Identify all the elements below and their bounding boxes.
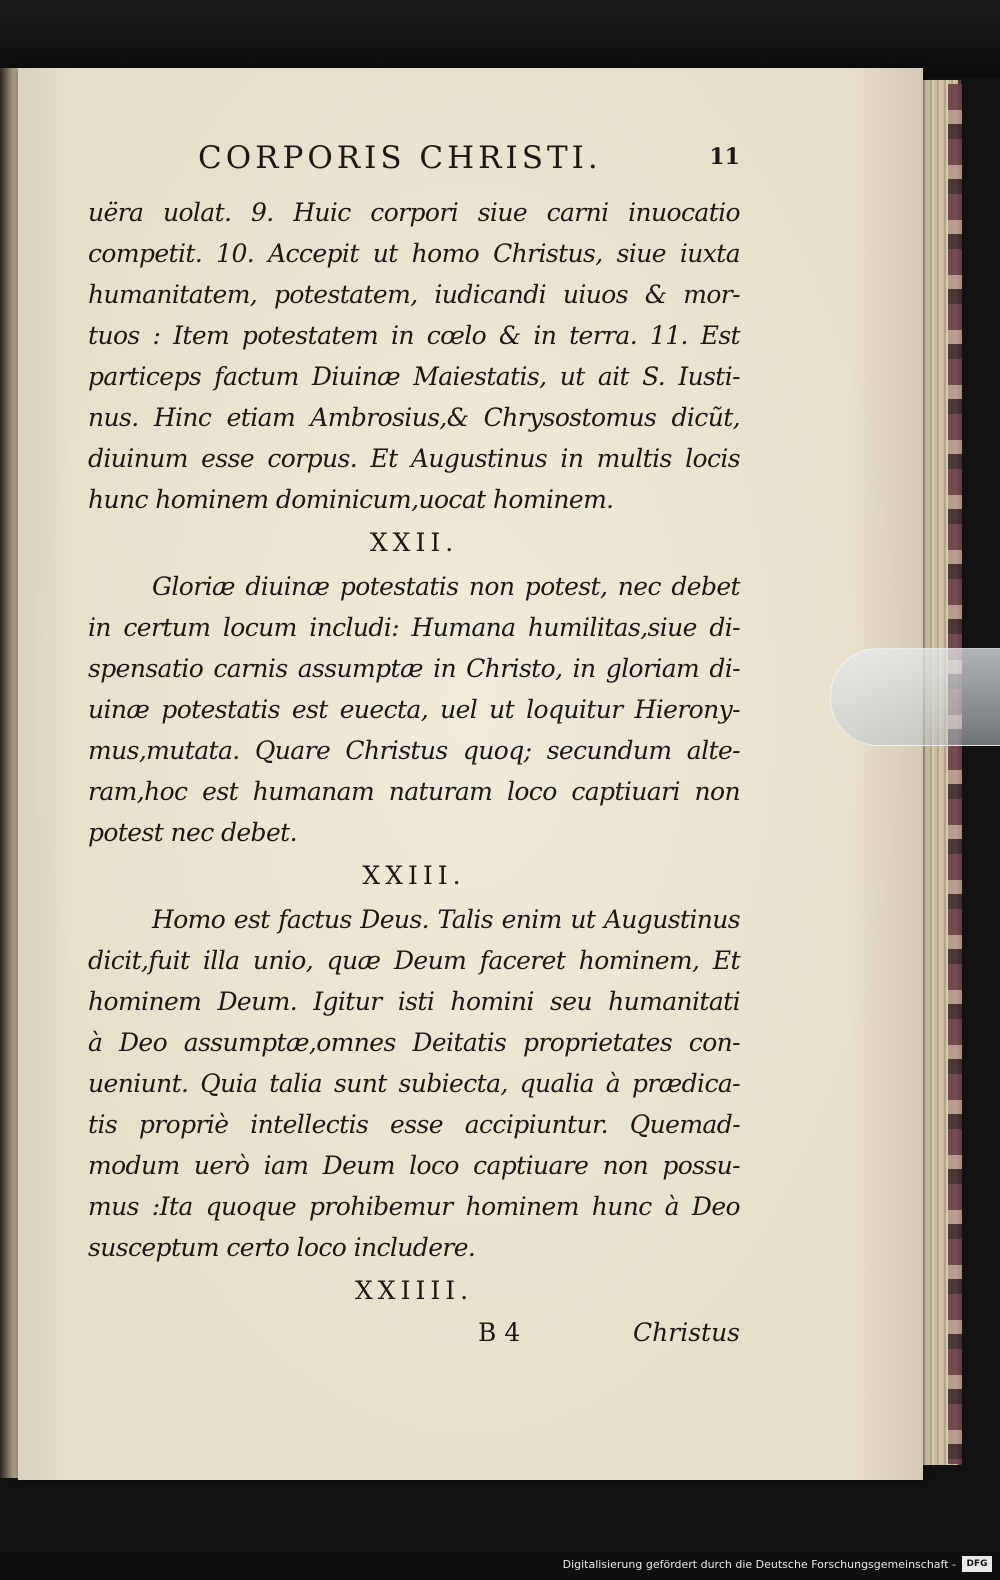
text-line: hunc hominem dominicum,uocat hominem. [88,485,614,514]
page-number: 11 [709,144,740,170]
page-text [88,140,740,1362]
text-line: hominem Deum. Igitur isti homini seu humanitati [88,987,740,1016]
text-line: particeps factum Diuinæ Maiestatis, ut ait S. Iusti- [88,362,740,391]
text-line: Gloriæ diuinæ potestatis non potest, nec debet [152,572,740,601]
text-line: Homo est factus Deus. Talis enim ut Augustinus [152,905,740,934]
scan-background-top [0,0,1000,78]
section-number-22: XXII. [369,528,459,557]
running-head [88,140,740,192]
text-line: uëra uolat. 9. Huic corpori siue carni inuocatio [88,198,740,227]
section-number-23: XXIII. [362,861,466,890]
page-footer [88,1318,740,1362]
text-line: spensatio carnis assumptæ in Christo, in gloriam di- [88,654,740,683]
text-line: potest nec debet. [88,818,297,847]
text-line: competit. 10. Accepit ut homo Christus, siue iuxta [88,239,740,268]
text-line: mus :Ita quoque prohibemur hominem hunc à Deo [88,1192,740,1221]
page-clip [830,648,1000,746]
text-line: in certum locum includi: Humana humilitas,siue di- [88,613,740,642]
signature-mark: B 4 [478,1318,521,1347]
text-line: diuinum esse corpus. Et Augustinus in multis locis [88,444,740,473]
paragraph-2 [88,566,740,853]
text-line: tuos : Item potestatem in cœlo & in terra. 11. Est [88,321,740,350]
text-line: nus. Hinc etiam Ambrosius,& Chrysostomus dicũt, [88,403,740,432]
catchword: Christus [633,1318,740,1347]
text-line: à Deo assumptæ,omnes Deitatis proprietates con- [88,1028,740,1057]
digitization-credit: Digitalisierung gefördert durch die Deutsche Forschungsgemeinschaft - [562,1558,956,1571]
text-line: tis propriè intellectis esse accipiuntur. Quemad- [88,1110,740,1139]
paragraph-3 [88,899,740,1268]
text-line: mus,mutata. Quare Christus quoq; secundum alte- [88,736,740,765]
text-line: uinæ potestatis est euecta, uel ut loquitur Hierony- [88,695,740,724]
text-line: ueniunt. Quia talia sunt subiecta, qualia à prædica- [88,1069,740,1098]
text-line: susceptum certo loco includere. [88,1233,476,1262]
dfg-logo: DFG [962,1556,992,1572]
text-line: dicit,fuit illa unio, quæ Deum faceret hominem, Et [88,946,740,975]
text-line: ram,hoc est humanam naturam loco captiuari non [88,777,740,806]
section-number-24: XXIIII. [354,1276,474,1305]
paragraph-1 [88,192,740,520]
text-line: humanitatem, potestatem, iudicandi uiuos & mor- [88,280,740,309]
marbled-cover-edge [948,84,962,1464]
text-line: modum uerò iam Deum loco captiuare non possu- [88,1151,740,1180]
running-title: CORPORIS CHRISTI. [198,140,602,176]
